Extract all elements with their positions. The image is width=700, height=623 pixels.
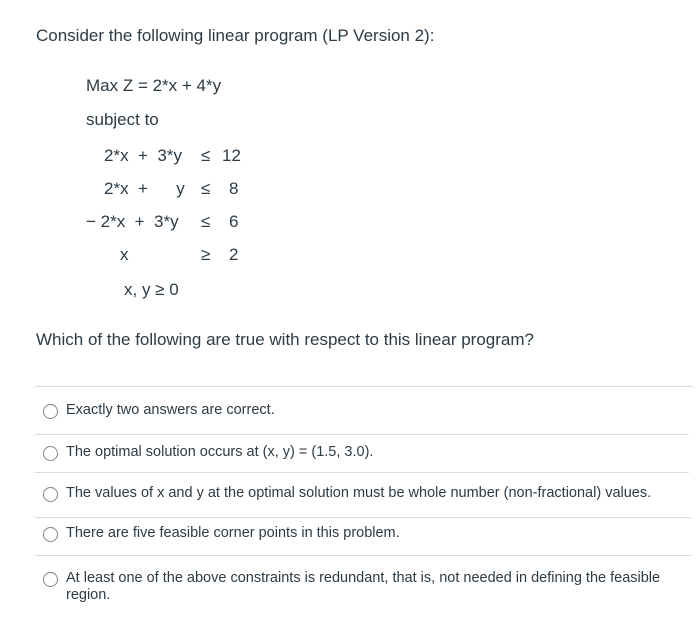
answer-option-1[interactable] xyxy=(43,402,683,419)
constraint-3-lhs: − 2*x + 3*y xyxy=(86,212,179,231)
linear-program xyxy=(0,0,700,310)
question-intro: Consider the following linear program (LP Version 2): xyxy=(36,26,435,45)
divider xyxy=(35,517,691,518)
constraint-1-op: ≤ xyxy=(201,146,211,165)
divider xyxy=(35,386,693,387)
answer-option-4[interactable] xyxy=(43,525,683,542)
answer-label: At least one of the above constraints is redundant, that is, not needed in defining the feasible region. xyxy=(66,570,661,603)
answer-option-2[interactable] xyxy=(43,444,683,461)
answer-option-5[interactable] xyxy=(43,570,683,604)
constraint-2-rhs: 8 xyxy=(229,179,239,198)
radio-button[interactable] xyxy=(43,487,58,502)
answer-option-3[interactable] xyxy=(43,485,683,502)
constraint-4-op: ≥ xyxy=(201,245,211,264)
constraint-1-lhs: 2*x + 3*y xyxy=(104,146,182,165)
radio-button[interactable] xyxy=(43,404,58,419)
constraint-2-lhs: 2*x + y xyxy=(104,179,185,198)
constraint-4-lhs: x xyxy=(120,245,129,264)
objective-function: Max Z = 2*x + 4*y xyxy=(86,76,222,95)
answer-label: The optimal solution occurs at (x, y) = (1.5, 3.0). xyxy=(66,444,374,460)
divider xyxy=(35,555,691,556)
constraint-3-op: ≤ xyxy=(201,212,211,231)
constraint-2-op: ≤ xyxy=(201,179,211,198)
radio-button[interactable] xyxy=(43,446,58,461)
constraint-3-rhs: 6 xyxy=(229,212,239,231)
radio-button[interactable] xyxy=(43,572,58,587)
radio-button[interactable] xyxy=(43,527,58,542)
question-prompt: Which of the following are true with respect to this linear program? xyxy=(36,330,534,349)
subject-to-label: subject to xyxy=(86,110,159,129)
constraint-1-rhs: 12 xyxy=(222,146,241,165)
answer-label: The values of x and y at the optimal solution must be whole number (non-fractional) values. xyxy=(66,485,652,501)
divider xyxy=(35,472,689,473)
answer-label: Exactly two answers are correct. xyxy=(66,402,275,418)
constraint-4-rhs: 2 xyxy=(229,245,239,264)
divider xyxy=(35,434,689,435)
answer-label: There are five feasible corner points in this problem. xyxy=(66,525,400,541)
nonnegativity-constraint: x, y ≥ 0 xyxy=(124,280,179,299)
